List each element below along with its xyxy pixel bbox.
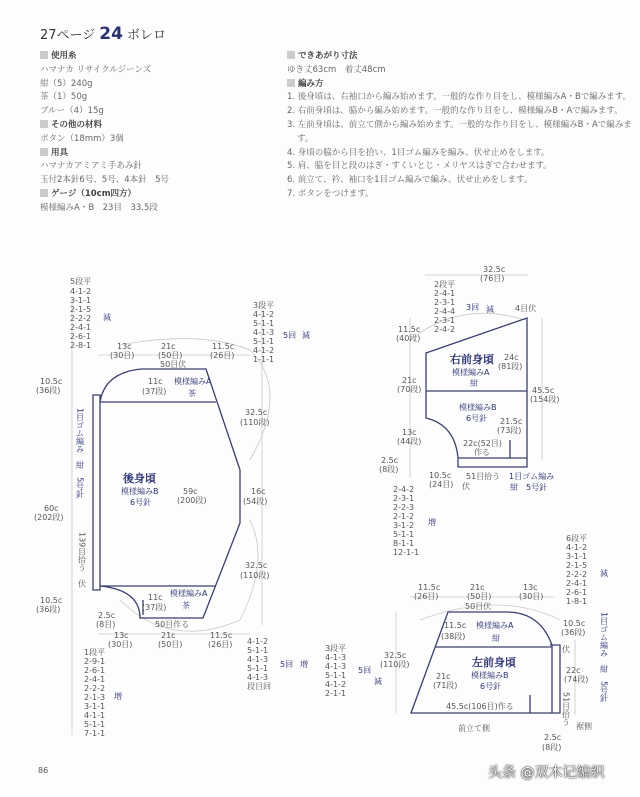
diagram-label: 2.5c	[544, 733, 562, 742]
diagram-label: 2-6-1	[70, 332, 92, 341]
other-heading: その他の材料	[40, 119, 169, 133]
diagram-label: (36段)	[36, 605, 61, 614]
diagram-label: 5-1-1	[253, 337, 275, 346]
page-ref: 27ページ	[40, 28, 96, 43]
diagram-label: (154段)	[530, 395, 560, 404]
diagram-label: 2-4-1	[566, 579, 588, 588]
step: 6. 前立て、衿、袖口を1目ゴム編みで編み、伏せ止めをします。	[287, 175, 533, 186]
diagram-label: 模様編みB	[459, 403, 497, 412]
diagram-label: 6号針	[466, 414, 488, 423]
diagram-label: 茶	[182, 601, 190, 610]
diagram-label: 紺	[470, 379, 478, 388]
diagram-label: 伏	[562, 645, 570, 654]
tools-heading: 用具	[40, 147, 169, 161]
diagram-label: 5-1-1	[247, 664, 269, 673]
diagram-label: 21c	[470, 583, 485, 592]
method-heading: 編み方	[287, 78, 632, 92]
diagram-label: 8-1-1	[393, 539, 415, 548]
diagram-label: 21c	[161, 631, 176, 640]
back-piece-labels	[34, 276, 310, 738]
diagram-label: (81段)	[498, 362, 523, 371]
diagram-label: (37段)	[142, 603, 167, 612]
diagram-label: (8段)	[379, 465, 399, 474]
diagram-label: (110段)	[240, 571, 270, 580]
diagram-label: 13c	[117, 342, 132, 351]
diagram-label: 32.5c	[245, 408, 268, 417]
step: 7. ボタンをつけます。	[287, 188, 374, 199]
tool-item: 玉付2本針6号、5号、4本針 5号	[40, 175, 170, 186]
diagram-label: 5-1-1	[325, 671, 347, 680]
diagram-label: (110段)	[380, 660, 410, 669]
diagram-label: 50目伏	[465, 602, 492, 611]
page-number: 86	[38, 766, 49, 775]
diagram-label: (40段)	[396, 334, 421, 343]
diagram-label: 2.5c	[98, 611, 116, 620]
diagram-label: 21.5c	[500, 417, 523, 426]
pattern-number: 24	[99, 24, 123, 44]
diagram-label: 紺 5号針	[510, 483, 548, 492]
yarn-item: 紺（5）240g	[40, 78, 93, 89]
diagram-label: 模様編みA	[170, 589, 208, 598]
size-value: ゆき丈63cm 着丈48cm	[287, 64, 386, 75]
diagram-label: 2-3-1	[434, 316, 456, 325]
diagram-label: (54段)	[243, 497, 268, 506]
diagram-label: 21c	[436, 672, 451, 681]
diagram-label: 2段平	[434, 280, 456, 289]
diagram-label: 紺	[492, 634, 500, 643]
yarn-item: 茶（1）50g	[40, 92, 88, 103]
diagram-label: 2-4-2	[393, 485, 415, 494]
diagram-label: 11.5c	[210, 631, 233, 640]
diagram-label: 11.5c	[398, 325, 421, 334]
step: 1. 後身頃は、右袖口から編み始めます。一般的な作り目をし、模様編みA・Bで編みます。	[287, 92, 632, 103]
diagram-label: 3-1-1	[566, 552, 588, 561]
diagram-label: 5段平	[70, 277, 92, 286]
diagram-label: 4-1-3	[325, 662, 347, 671]
diagram-label: 減	[103, 313, 111, 322]
diagram-label: 45.5c	[532, 386, 555, 395]
diagram-label: 5回	[280, 660, 294, 669]
diagram-label: 22c(52目)	[463, 439, 502, 448]
yarn-item: ブルー（4）15g	[40, 106, 104, 117]
diagram-label: 2-2-2	[84, 684, 106, 693]
diagram-label: 21c	[161, 342, 176, 351]
diagram-label: 13c	[114, 631, 129, 640]
diagram-label: 4-1-3	[325, 653, 347, 662]
diagram-label: (8目)	[96, 620, 116, 629]
diagram-label: (36段)	[36, 386, 61, 395]
diagram-label: 2-4-2	[434, 325, 456, 334]
left-front-labels	[325, 533, 609, 752]
step: 4. 身頃の脇から目を拾い、1目ゴム編みを編み、伏せ止めをします。	[287, 147, 550, 158]
diagram-label: 5-1-1	[253, 319, 275, 328]
diagram-label: 2-3-1	[393, 494, 415, 503]
diagram-label: (26目)	[210, 351, 235, 360]
diagram-label: 11.5c	[444, 621, 467, 630]
diagram-label: 11c	[148, 593, 163, 602]
diagram-label: 2-2-3	[393, 503, 415, 512]
diagram-label: 4-1-2	[70, 287, 92, 296]
diagram-label: 2-8-1	[70, 341, 92, 350]
diagram-label: 4-1-2	[253, 346, 275, 355]
diagram-label: (38段)	[441, 632, 466, 641]
diagram-label: 2-1-5	[566, 561, 588, 570]
diagram-label: 24c	[504, 353, 519, 362]
diagram-label: 4-1-1	[84, 711, 106, 720]
diagram-label: 減	[486, 305, 494, 314]
diagram-label: 16c	[251, 487, 266, 496]
diagram-label: 13c	[523, 583, 538, 592]
diagram-label: 1段平	[84, 648, 106, 657]
step: 3. 左前身頃は、前立て側から編み始めます。一般的な作り目をし、模様編みB・Aで編みます。	[287, 119, 632, 144]
diagram-label: 3-1-1	[70, 296, 92, 305]
diagram-label: 13c	[402, 428, 417, 437]
diagram-label: 3段平	[325, 644, 347, 653]
diagram-label: 後身頃	[123, 472, 156, 485]
diagram-label: 2-1-3	[84, 693, 106, 702]
diagram-label: 模様編みA	[452, 368, 490, 377]
diagram-label: 1目ゴム編み 紺 5号針	[599, 612, 609, 703]
diagram-label: (30目)	[108, 640, 133, 649]
diagram-label: 1目ゴム編み 紺 5号針	[75, 408, 85, 499]
diagram-label: 5回	[283, 331, 297, 340]
diagram-label: 2-2-2	[70, 314, 92, 323]
diagram-label: 模様編みB	[121, 487, 159, 496]
yarn-heading: 使用糸	[40, 50, 169, 64]
diagram-label: 右前身頃	[450, 353, 494, 366]
diagram-label: 4-1-3	[247, 673, 269, 682]
diagram-label: 5-1-1	[393, 530, 415, 539]
diagram-label: 模様編みB	[471, 671, 509, 680]
back-outline	[93, 369, 240, 618]
diagram-label: 作る	[474, 448, 490, 457]
diagram-label: 4-1-2	[247, 637, 269, 646]
diagram-label: 2-4-1	[70, 323, 92, 332]
diagram-label: 2-9-1	[84, 657, 106, 666]
diagram-label: (202段)	[34, 513, 64, 522]
diagram-label: 段目回	[247, 682, 271, 691]
diagram-label: 減	[302, 331, 310, 340]
diagram-label: 4-1-3	[253, 328, 275, 337]
diagram-label: (24目)	[429, 480, 454, 489]
diagram-label: 裾側	[576, 722, 592, 731]
diagram-label: 4-1-2	[325, 680, 347, 689]
diagram-label: 模様編みA	[476, 621, 514, 630]
diagram-label: (30目)	[519, 592, 544, 601]
diagram-label: (71段)	[433, 681, 458, 690]
diagram-label: (26目)	[208, 640, 233, 649]
diagram-label: 10.5c	[40, 377, 63, 386]
diagram-label: 59c	[183, 487, 198, 496]
diagram-label: 前立て側	[458, 724, 490, 733]
diagram-label: 増	[428, 518, 436, 527]
diagram-label: 4目伏	[515, 304, 537, 313]
diagram-label: 1-1-1	[253, 355, 275, 364]
diagram-label: 51目拾う	[561, 692, 571, 727]
gauge-heading: ゲージ（10cm四方）	[40, 188, 169, 202]
diagram-label: 60c	[44, 504, 59, 513]
diagram-label: 10.5c	[429, 471, 452, 480]
right-front-labels	[379, 265, 560, 557]
diagram-label: 10.5c	[563, 619, 586, 628]
diagram-label: 32.5c	[384, 651, 407, 660]
diagram-label: 7-1-1	[84, 729, 106, 738]
diagram-label: (44段)	[397, 437, 422, 446]
step: 2. 右前身頃は、脇から編み始めます。一般的な作り目をし、模様編みB・Aで編みます。	[287, 106, 623, 117]
diagram-label: (70段)	[397, 385, 422, 394]
diagram-label: 2-4-1	[434, 289, 456, 298]
diagram-label: (110段)	[240, 418, 270, 427]
diagram-label: 21c	[402, 376, 417, 385]
diagram-label: 減	[374, 677, 382, 686]
diagram-label: (26目)	[414, 592, 439, 601]
diagram-label: 4-1-2	[253, 310, 275, 319]
step: 5. 肩、脇を目と段のはぎ・すくいとじ・メリヤスはぎで合わせます。	[287, 161, 552, 172]
diagram-label: 32.5c	[245, 561, 268, 570]
diagram-label: 模様編みA	[174, 377, 212, 386]
diagram-label: 10.5c	[40, 596, 63, 605]
diagram-label: 増	[300, 660, 308, 669]
diagram-label: 51目拾う	[466, 472, 501, 481]
diagram-label: 2-6-1	[566, 588, 588, 597]
diagram-label: 2.5c	[381, 456, 399, 465]
diagram-label: 左前身頃	[472, 656, 516, 669]
diagram-label: 22c	[566, 666, 581, 675]
diagram-label: 2-3-1	[434, 298, 456, 307]
diagram-label: (200段)	[177, 496, 207, 505]
diagram-label: 2-1-1	[325, 689, 347, 698]
diagram-label: 3段平	[253, 301, 275, 310]
diagram-label: (36段)	[561, 628, 586, 637]
diagram-label: 4-1-2	[566, 543, 588, 552]
diagram-label: 2-1-5	[70, 305, 92, 314]
tool-item: ハマナカアミアミ手あみ針	[40, 161, 142, 172]
diagram-label: 3-1-2	[393, 521, 415, 530]
gauge-value: 模様編みA・B 23目 33.5段	[40, 202, 158, 213]
diagram-label: 3回	[466, 303, 480, 312]
diagram-label: 2-1-2	[393, 512, 415, 521]
diagram-label: (50目)	[467, 592, 492, 601]
diagram-label: 6段平	[566, 534, 588, 543]
diagram-label: 6号針	[130, 498, 152, 507]
size-heading: できあがり寸法	[287, 50, 632, 64]
pattern-name: ボレロ	[126, 28, 166, 43]
diagram-label: 増	[114, 692, 122, 701]
diagram-label: 1-8-1	[566, 597, 588, 606]
diagram-label: 伏	[462, 482, 470, 491]
diagram-label: 11.5c	[212, 342, 235, 351]
diagram-label: 50目作る	[155, 620, 190, 629]
diagram-label: (37段)	[142, 387, 167, 396]
other-item: ボタン（18mm）3個	[40, 133, 124, 144]
diagram-label: (30目)	[110, 351, 135, 360]
diagram-label: 5-1-1	[84, 720, 106, 729]
diagram-label: 5回	[358, 666, 372, 675]
diagram-label: 1目ゴム編み	[509, 472, 555, 481]
diagram-label: 11.5c	[418, 583, 441, 592]
diagram-label: 茶	[188, 389, 196, 398]
diagram-label: 5-1-1	[247, 646, 269, 655]
diagram-label: 4-1-3	[247, 655, 269, 664]
diagram-label: 139目拾う 伏	[77, 532, 87, 588]
diagram-label: 45.5c(106目)作る	[446, 702, 514, 711]
watermark: 头条 @双木记编织	[488, 765, 605, 781]
diagram-label: 2-6-1	[84, 666, 106, 675]
diagram-label: 2-4-1	[84, 675, 106, 684]
diagram-label: (50目)	[158, 640, 183, 649]
diagram-label: 12-1-1	[393, 548, 420, 557]
diagram-label: 2-2-2	[566, 570, 588, 579]
diagram-label: 2-4-4	[434, 307, 456, 316]
diagram-label: 3-1-1	[84, 702, 106, 711]
yarn-name: ハマナカ リサイクルジーンズ	[40, 64, 152, 75]
diagram-label: (74段)	[564, 675, 589, 684]
diagram-label: 11c	[148, 377, 163, 386]
diagram-label: 6号針	[480, 682, 502, 691]
diagram-label: (76目)	[480, 274, 505, 283]
diagram-label: (50目)	[158, 351, 183, 360]
diagram-label: 32.5c	[483, 265, 506, 274]
diagram-label: (73段)	[497, 426, 522, 435]
diagram-label: (8段)	[542, 743, 562, 752]
diagram-label: 減	[600, 569, 608, 578]
diagram-label: 50目伏	[160, 360, 187, 369]
